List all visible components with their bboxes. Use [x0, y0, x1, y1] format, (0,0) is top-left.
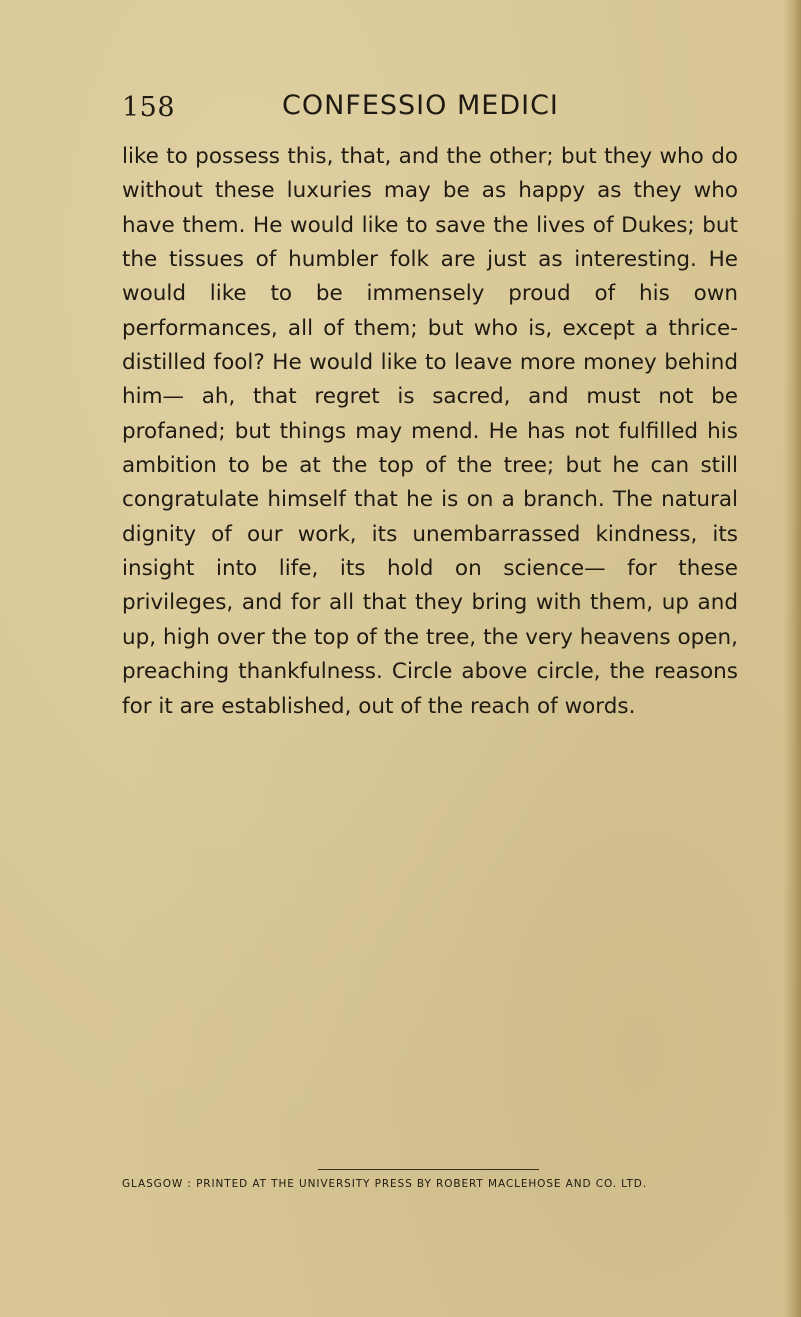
printer-imprint: GLASGOW : PRINTED AT THE UNIVERSITY PRESS BY ROBERT MACLEHOSE AND CO. LTD. — [122, 1178, 648, 1190]
running-title: CONFESSIO MEDICI — [282, 90, 559, 121]
body-paragraph: like to possess this, that, and the other; but they who do without these luxuries may be as happy as they who have them. He would like to save the lives of Dukes; but the tissues of humbler folk are just as interesting. He would like to be immensely proud of his own performances, all of them; but who is, except a thrice-distilled fool? He would like to leave more money behind him— ah, that regret is sacred, and must not be profaned; but things may mend. He has not fulfilled his ambition to be at the top of the tree; but he can still congratulate himself that he is on a branch. The natural dignity of our work, its unembarrassed kindness, its insight into life, its hold on science— for these privileges, and for all that they bring with them, up and up, high over the top of the tree, the very heavens open, preaching thankfulness. Circle above circle, the reasons for it are established, out of the reach of words. — [122, 144, 738, 719]
page-edge-shadow — [783, 0, 801, 1317]
imprint-rule — [318, 1169, 539, 1170]
running-head — [122, 90, 738, 130]
page-number: 158 — [122, 92, 176, 123]
